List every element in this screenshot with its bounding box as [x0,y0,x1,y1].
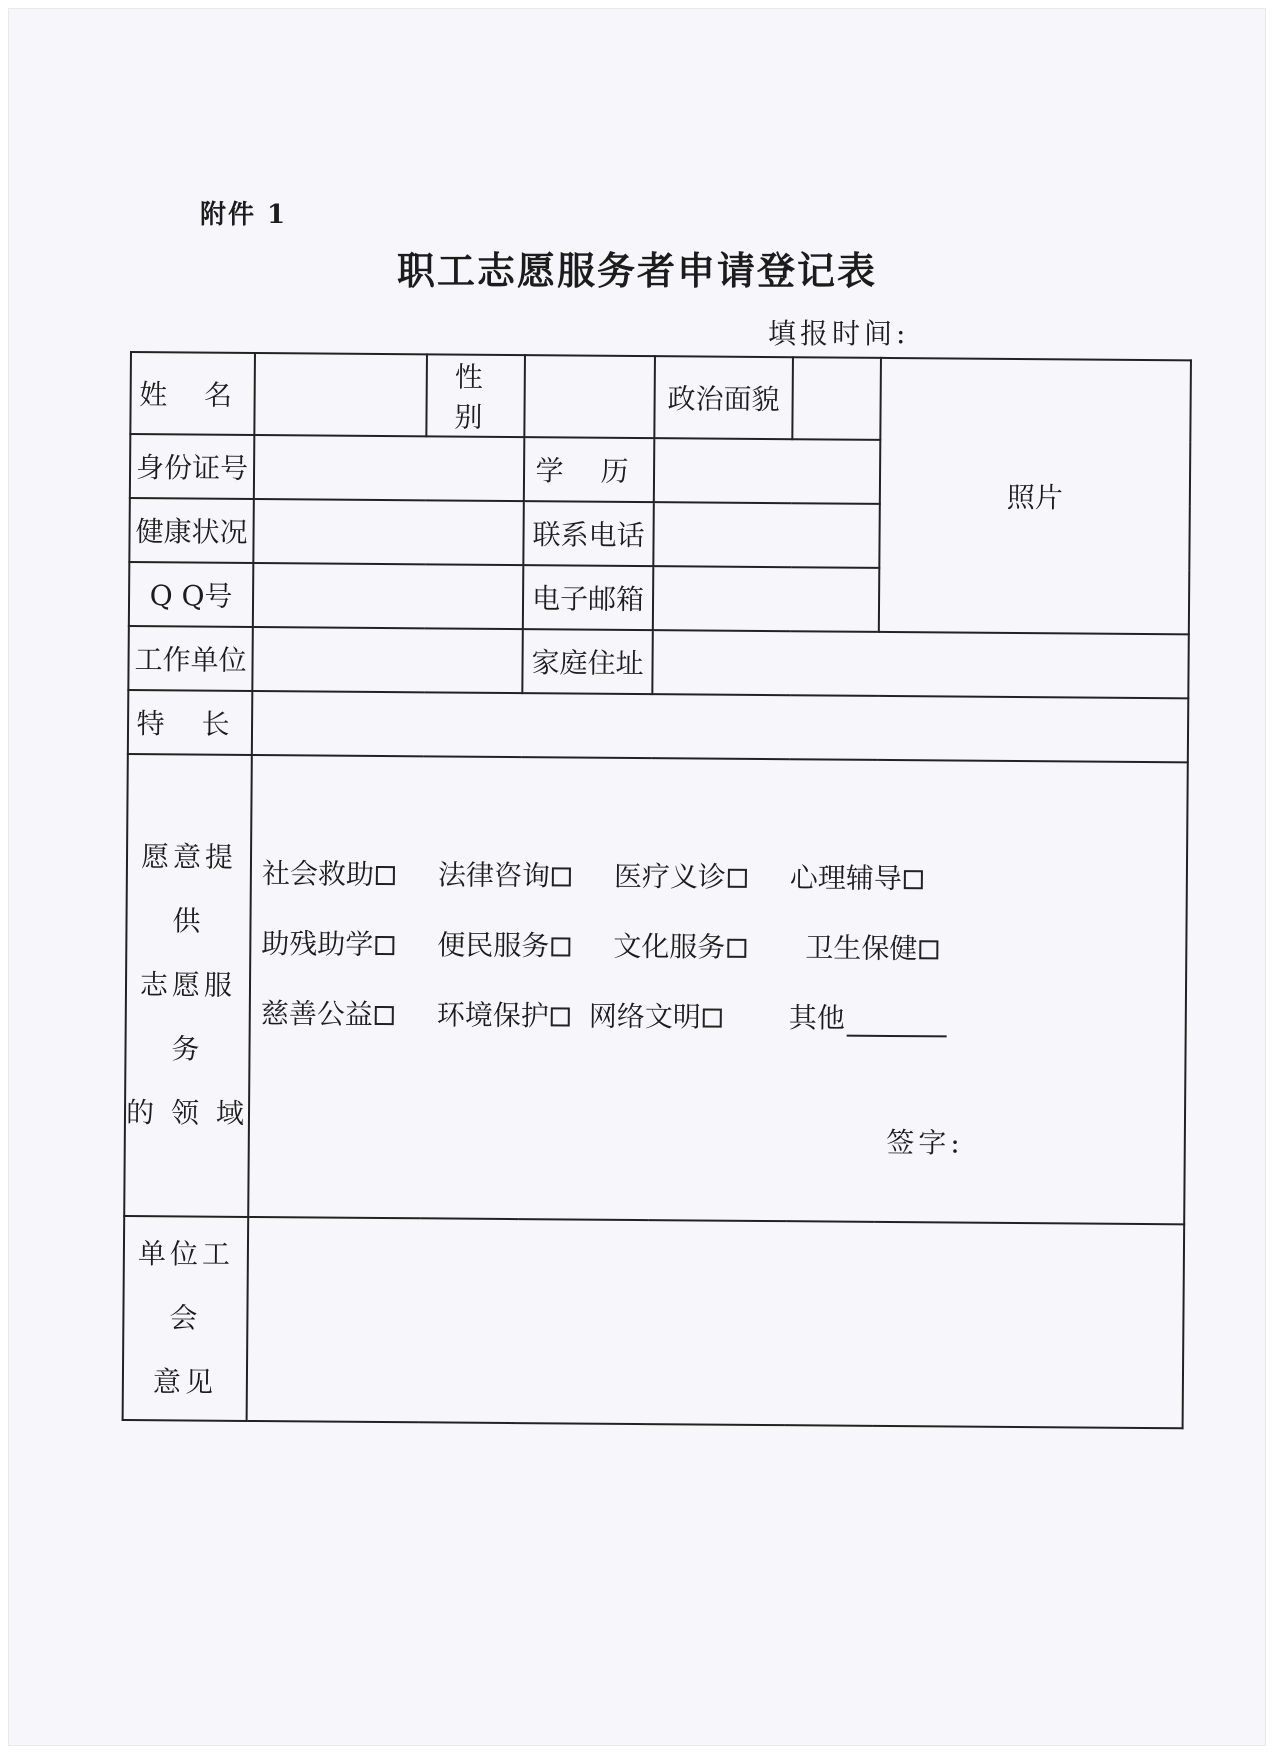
form-page [8,8,1266,1746]
domain-option-label: 便民服务 [437,928,550,963]
education-field[interactable] [654,438,880,504]
name-field[interactable] [254,353,427,436]
domain-option[interactable] [261,992,437,1033]
education-label: 学 历 [524,437,654,502]
work-unit-field[interactable] [252,627,522,693]
photo-box[interactable]: 照片 [879,358,1191,634]
phone-field[interactable] [653,502,879,568]
fill-time-label: 填报时间: [768,317,910,350]
domain-option[interactable] [437,993,613,1034]
health-label: 健康状况 [129,498,253,563]
form-title: 职工志愿服务者申请登记表 [396,248,877,293]
union-label-line-1: 单位工会 [137,1237,235,1335]
id-number-field[interactable] [254,435,524,501]
health-field[interactable] [253,499,523,565]
home-address-field[interactable] [652,630,1188,698]
checkbox-icon[interactable] [375,1006,394,1025]
checkbox-icon[interactable] [376,866,395,885]
domain-option[interactable] [614,855,790,896]
domain-option-other[interactable] [789,996,981,1038]
volunteer-domain-cell [248,755,1188,1224]
volunteer-domain-label [124,754,252,1217]
domain-option-label: 助残助学 [261,927,374,961]
domain-option-label: 心理辅导 [789,861,903,896]
work-unit-label: 工作单位 [128,626,252,691]
specialty-field[interactable] [252,691,1188,762]
checkbox-icon[interactable] [904,870,923,889]
domain-option[interactable] [261,922,437,963]
domain-option[interactable] [437,923,613,964]
attachment-label: 附件 1 [200,200,288,230]
political-status-label: 政治面貌 [654,356,793,439]
domain-option-label: 慈善公益 [260,997,373,1031]
gender-label: 性 别 [426,354,525,437]
id-number-label: 身份证号 [130,434,254,499]
domain-option[interactable] [262,852,438,893]
signature-label: 签字: [886,1125,964,1160]
email-field[interactable] [653,566,879,632]
volunteer-label-line-1: 愿意提供 [140,840,238,938]
domain-option[interactable] [789,926,981,968]
specialty-label: 特 长 [128,690,252,755]
phone-label: 联系电话 [523,501,653,566]
domain-option[interactable] [589,995,789,1037]
domain-option-label: 法律咨询 [437,858,551,893]
other-input[interactable] [847,1009,947,1038]
home-address-label: 家庭住址 [522,629,652,694]
email-label: 电子邮箱 [523,565,653,630]
union-opinion-field[interactable] [247,1217,1185,1428]
checkbox-icon[interactable] [703,1009,722,1028]
name-label: 姓 名 [130,352,255,435]
domain-option-label: 卫生保健 [805,931,918,966]
domain-option-label: 医疗义诊 [613,859,727,894]
domain-options [261,852,982,1038]
union-label-line-2: 意见 [152,1365,218,1399]
other-label: 其他 [788,1001,845,1035]
domain-option[interactable] [438,853,614,894]
volunteer-label-line-2: 志愿服务 [139,968,237,1066]
qq-label: Q Q号 [129,562,253,627]
domain-option-label: 社会救助 [261,857,375,891]
checkbox-icon[interactable] [728,869,747,888]
domain-option[interactable] [790,856,982,898]
political-status-field[interactable] [792,357,881,440]
checkbox-icon[interactable] [551,1007,570,1026]
checkbox-icon[interactable] [375,936,394,955]
checkbox-icon[interactable] [552,867,571,886]
registration-table [122,351,1192,1429]
volunteer-label-line-3: 的 领 域 [125,1095,249,1130]
domain-option-label: 网络文明 [588,999,701,1034]
checkbox-icon[interactable] [551,937,570,956]
domain-option[interactable] [613,925,789,966]
qq-field[interactable] [253,563,523,629]
checkbox-icon[interactable] [727,939,746,958]
domain-option-label: 文化服务 [613,929,726,964]
checkbox-icon[interactable] [919,940,938,959]
union-opinion-label [123,1216,249,1421]
gender-field[interactable] [524,355,655,438]
domain-option-label: 环境保护 [436,998,549,1033]
